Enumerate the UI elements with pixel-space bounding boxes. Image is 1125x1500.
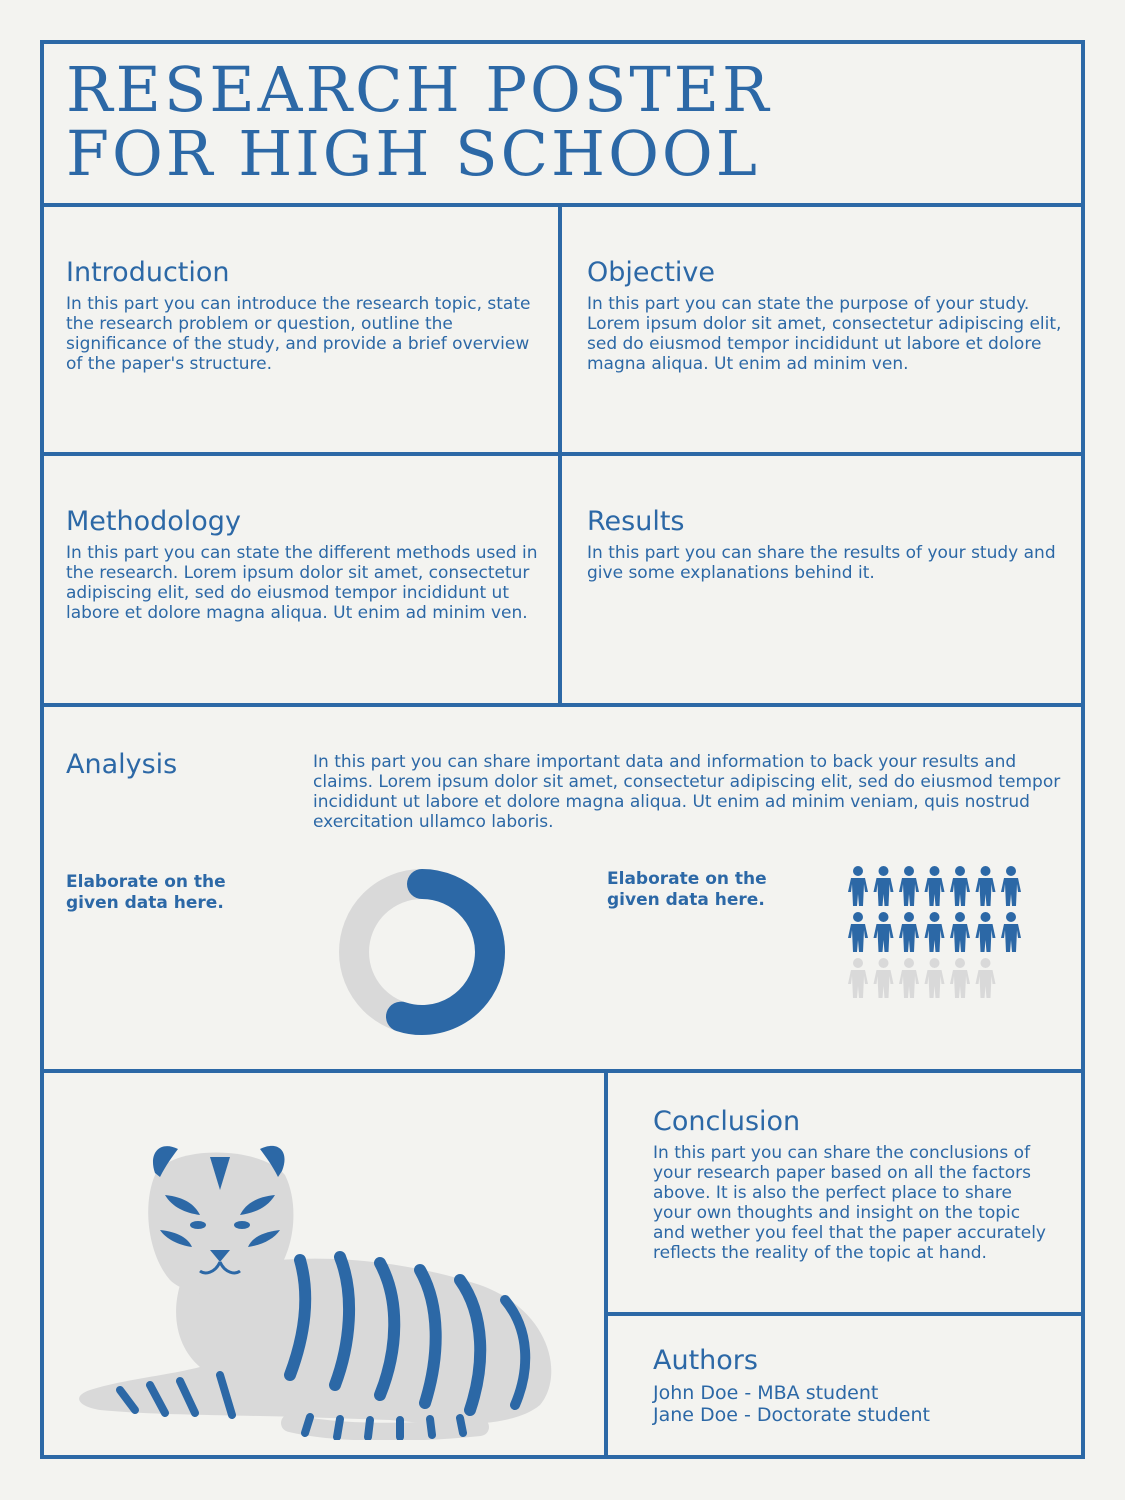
person-icon	[950, 958, 970, 998]
methodology-section	[66, 505, 542, 623]
person-icon	[976, 912, 996, 952]
authors-section	[653, 1344, 1053, 1426]
methodology-text: In this part you can state the different methods used in the research. Lorem ipsum dolor sit amet, consectetur adipiscing elit, sed do eiusmod tempor incididunt ut labore et dolore magna aliqua. Ut enim ad minim ven.	[66, 543, 538, 623]
divider	[40, 452, 1085, 456]
introduction-heading: Introduction	[66, 257, 230, 288]
analysis-text-block	[313, 752, 1061, 832]
person-icon	[899, 866, 919, 906]
authors-heading: Authors	[653, 1345, 758, 1376]
author-item: Jane Doe - Doctorate student	[653, 1404, 930, 1426]
divider	[606, 1312, 1085, 1316]
conclusion-text: In this part you can share the conclusions of your research paper based on all the factors above. It is also the perfect place to share your own thoughts and insight on the topic and wether you feel that the paper accurately reflects the reality of the topic at hand.	[653, 1143, 1046, 1263]
person-icon	[976, 958, 996, 998]
objective-heading: Objective	[587, 257, 716, 288]
analysis-text: In this part you can share important data and information to back your results and claims. Lorem ipsum dolor sit amet, consectetur adipiscing elit, sed do eiusmod tempor incididunt ut labore et dolore magna aliqua. Ut enim ad minim veniam, quis nostrud exercitation ullamco laboris.	[313, 752, 1061, 832]
methodology-heading: Methodology	[66, 506, 241, 537]
results-heading: Results	[587, 506, 685, 537]
person-icon	[899, 958, 919, 998]
title-line-1: RESEARCH POSTER	[66, 53, 772, 126]
person-icon	[848, 912, 868, 952]
person-icon	[1001, 866, 1021, 906]
person-icon	[950, 912, 970, 952]
results-text: In this part you can share the results of your study and give some explanations behind it.	[587, 543, 1056, 583]
objective-section	[587, 256, 1065, 374]
introduction-text: In this part you can introduce the research topic, state the research problem or question, outline the significance of the study, and provide a brief overview of the paper's structure.	[66, 294, 531, 374]
author-item: John Doe - MBA student	[653, 1382, 879, 1404]
person-icon	[976, 866, 996, 906]
divider	[40, 703, 1085, 707]
title-line-2: FOR HIGH SCHOOL	[66, 117, 760, 190]
tiger-illustration-icon	[60, 1135, 570, 1440]
person-icon	[1001, 912, 1021, 952]
objective-text: In this part you can state the purpose of your study. Lorem ipsum dolor sit amet, consectetur adipiscing elit, sed do eiusmod tempor incididunt ut labore et dolore magna aliqua. Ut enim ad minim ven.	[587, 294, 1062, 374]
divider	[604, 1069, 608, 1459]
divider	[558, 203, 562, 707]
analysis-note-left: Elaborate on the given data here.	[66, 872, 226, 913]
introduction-section	[66, 256, 536, 374]
divider	[40, 1069, 1085, 1073]
donut-slice-primary	[401, 884, 490, 1020]
analysis-note-right: Elaborate on the given data here.	[607, 869, 767, 910]
pictogram-chart	[846, 866, 1026, 1002]
analysis-heading-block	[66, 748, 286, 786]
poster-title	[66, 53, 826, 190]
person-icon	[848, 866, 868, 906]
person-icon	[925, 958, 945, 998]
person-icon	[874, 958, 894, 998]
person-icon	[848, 958, 868, 998]
conclusion-section	[653, 1105, 1053, 1263]
person-icon	[874, 912, 894, 952]
person-icon	[950, 866, 970, 906]
person-icon	[925, 866, 945, 906]
results-section	[587, 505, 1065, 583]
analysis-heading: Analysis	[66, 749, 178, 780]
person-icon	[899, 912, 919, 952]
person-icon	[874, 866, 894, 906]
person-icon	[925, 912, 945, 952]
donut-chart	[336, 866, 508, 1038]
divider	[40, 203, 1085, 207]
conclusion-heading: Conclusion	[653, 1106, 801, 1137]
